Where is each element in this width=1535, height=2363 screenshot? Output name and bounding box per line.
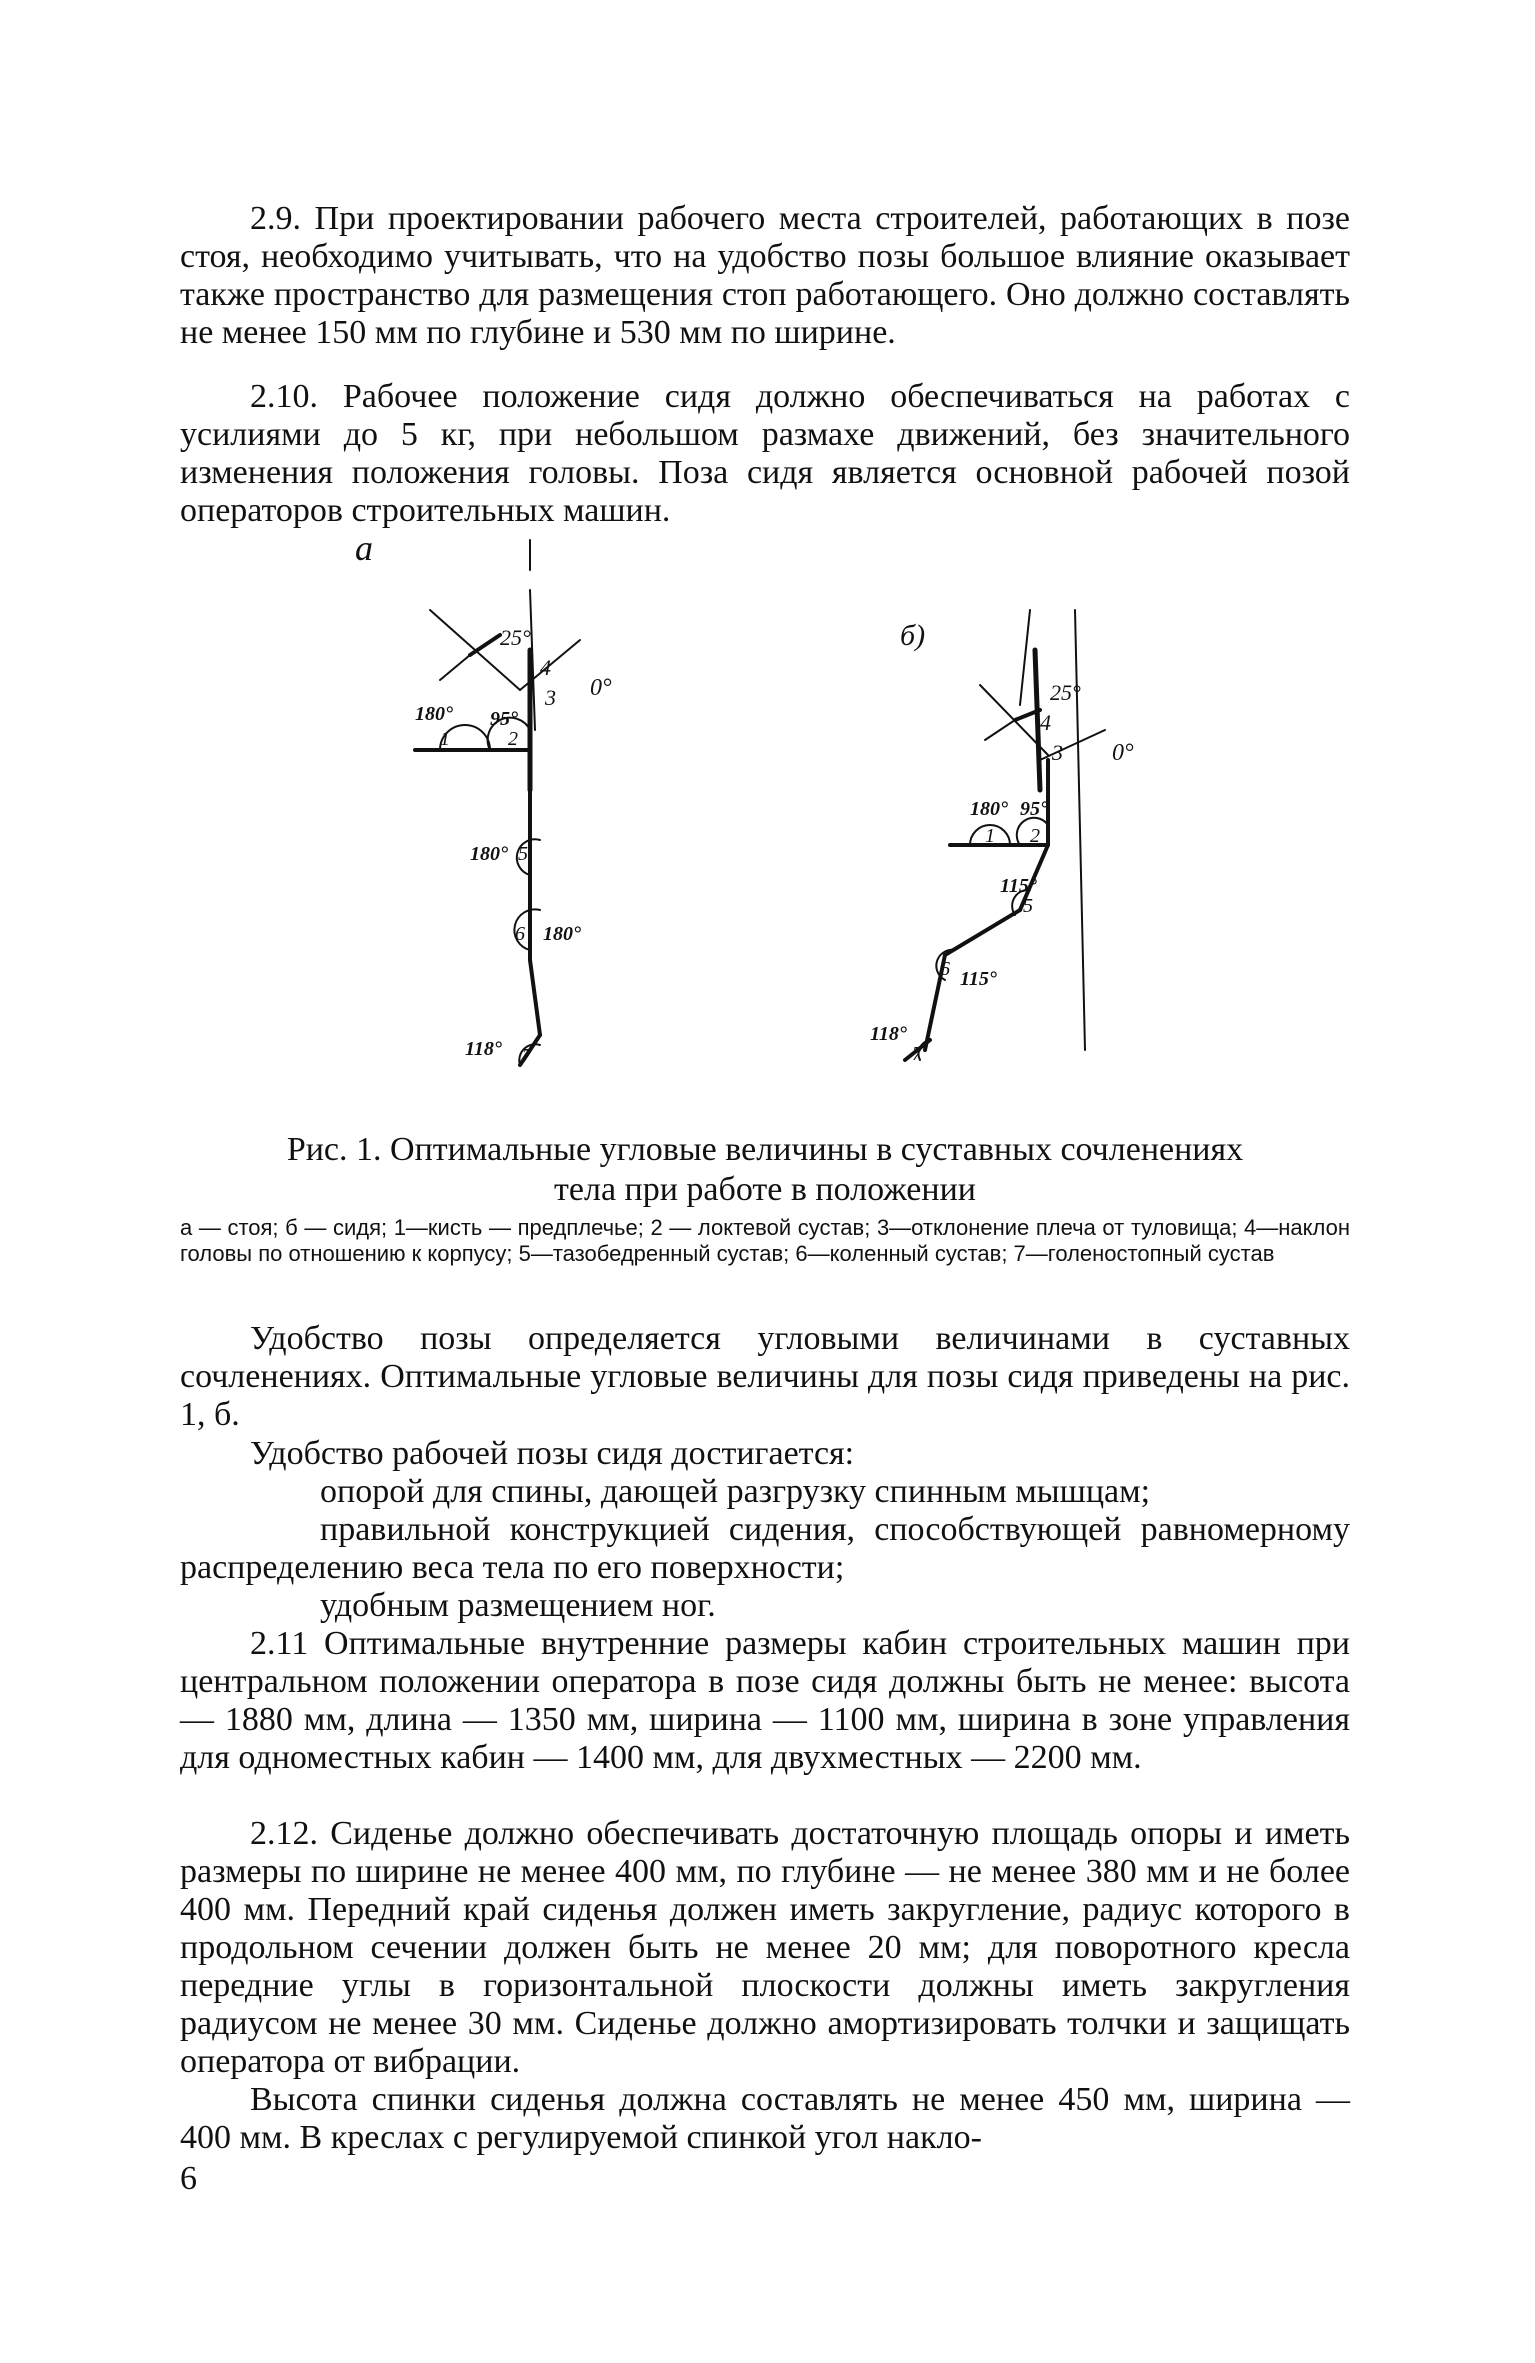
angle-b-shoulder: 0° — [1112, 740, 1134, 766]
angle-a-hand: 180° — [415, 703, 453, 725]
list-item-backrest-support: опорой для спины, дающей разгрузку спинным мышцам; — [320, 1473, 1151, 1510]
angle-b-elbow: 95° — [1020, 798, 1048, 820]
joint-b-6: 6 — [940, 958, 950, 980]
joint-b-1: 1 — [985, 825, 995, 847]
list-item-seat-construction: правильной конструкцией сидения, способствующей равномерному распределению веса тела по его поверхности; — [180, 1511, 1350, 1586]
figure-1-diagram — [330, 530, 1230, 1100]
joint-a-6: 6 — [515, 923, 525, 945]
joint-b-3: 3 — [1052, 740, 1063, 765]
angle-b-head: 25° — [1050, 680, 1081, 705]
joint-a-7: 7 — [522, 1045, 532, 1067]
joint-b-7: 7 — [912, 1043, 922, 1065]
figure-caption-line2: тела при работе в положении — [554, 1171, 976, 1208]
angle-b-knee: 115° — [960, 968, 997, 990]
angle-a-knee: 180° — [543, 923, 581, 945]
list-item-legs: удобным размещением ног. — [320, 1587, 716, 1624]
paragraph-2-11: 2.11 Оптимальные внутренние размеры кабин строительных машин при центральном положении оператора в позе сидя должны быть не менее: высота — 1880 мм, длина — 1350 мм, ширина — 1100 мм, ширина в зоне управления для одноместных кабин — 1400 мм, для двухместных — 2200 мм. — [180, 1625, 1350, 1776]
paragraph-2-9: 2.9. При проектировании рабочего места строителей, работающих в позе стоя, необходимо учитывать, что на удобство позы большое влияние оказывает также пространство для размещения стоп работающего. Оно должно составлять не менее 150 мм по глубине и 530 мм по ширине. — [180, 200, 1350, 351]
figure-a-label: а — [355, 530, 373, 568]
angle-a-ankle: 118° — [465, 1038, 502, 1060]
angle-a-elbow: 95° — [490, 708, 518, 730]
figure-legend: а — стоя; б — сидя; 1—кисть — предплечье; 2 — локтевой сустав; 3—отклонение плеча от туловища; 4—наклон головы по отношению к корпусу; 5—тазобедренный сустав; 6—коленный сустав; 7—голеностопный сустав — [180, 1215, 1350, 1266]
paragraph-comfort: Удобство позы определяется угловыми величинами в суставных сочленениях. Оптимальные угловые величины для позы сидя приведены на рис. 1, б. — [180, 1320, 1350, 1433]
angle-a-head: 25° — [500, 625, 531, 650]
joint-a-4: 4 — [540, 655, 551, 680]
angle-b-hip: 115° — [1000, 875, 1037, 897]
figure-b-label: б) — [900, 619, 926, 652]
paragraph-2-12: 2.12. Сиденье должно обеспечивать достаточную площадь опоры и иметь размеры по ширине не менее 400 мм, по глубине — не менее 380 мм и не более 400 мм. Передний край сиденья должен иметь закругление, радиус которого в продольном сечении должен быть не менее 20 мм; для поворотного кресла передние углы в горизонтальной плоскости должны иметь закругления радиусом не менее 30 мм. Сиденье должно амортизировать толчки и защищать оператора от вибрации. — [180, 1815, 1350, 2080]
joint-a-5: 5 — [518, 843, 528, 865]
angle-a-hip: 180° — [470, 843, 508, 865]
angle-b-hand: 180° — [970, 798, 1008, 820]
paragraph-backrest: Высота спинки сиденья должна составлять не менее 450 мм, ширина — 400 мм. В креслах с регулируемой спинкой угол накло- — [180, 2081, 1350, 2156]
figure-caption-line1: Рис. 1. Оптимальные угловые величины в суставных сочленениях — [286, 1131, 1244, 1168]
angle-a-shoulder: 0° — [590, 675, 612, 701]
joint-b-4: 4 — [1040, 710, 1051, 735]
joint-b-2: 2 — [1030, 825, 1040, 847]
joint-a-3: 3 — [545, 685, 556, 710]
angle-b-ankle: 118° — [870, 1023, 907, 1045]
page-number: 6 — [180, 2160, 197, 2197]
joint-a-2: 2 — [508, 728, 518, 750]
paragraph-achieved: Удобство рабочей позы сидя достигается: — [250, 1435, 855, 1472]
paragraph-2-10: 2.10. Рабочее положение сидя должно обеспечиваться на работах с усилиями до 5 кг, при небольшом размахе движений, без значительного изменения положения головы. Поза сидя является основной рабочей позой операторов строительных машин. — [180, 378, 1350, 529]
joint-b-5: 5 — [1023, 895, 1033, 917]
joint-a-1: 1 — [440, 728, 450, 750]
